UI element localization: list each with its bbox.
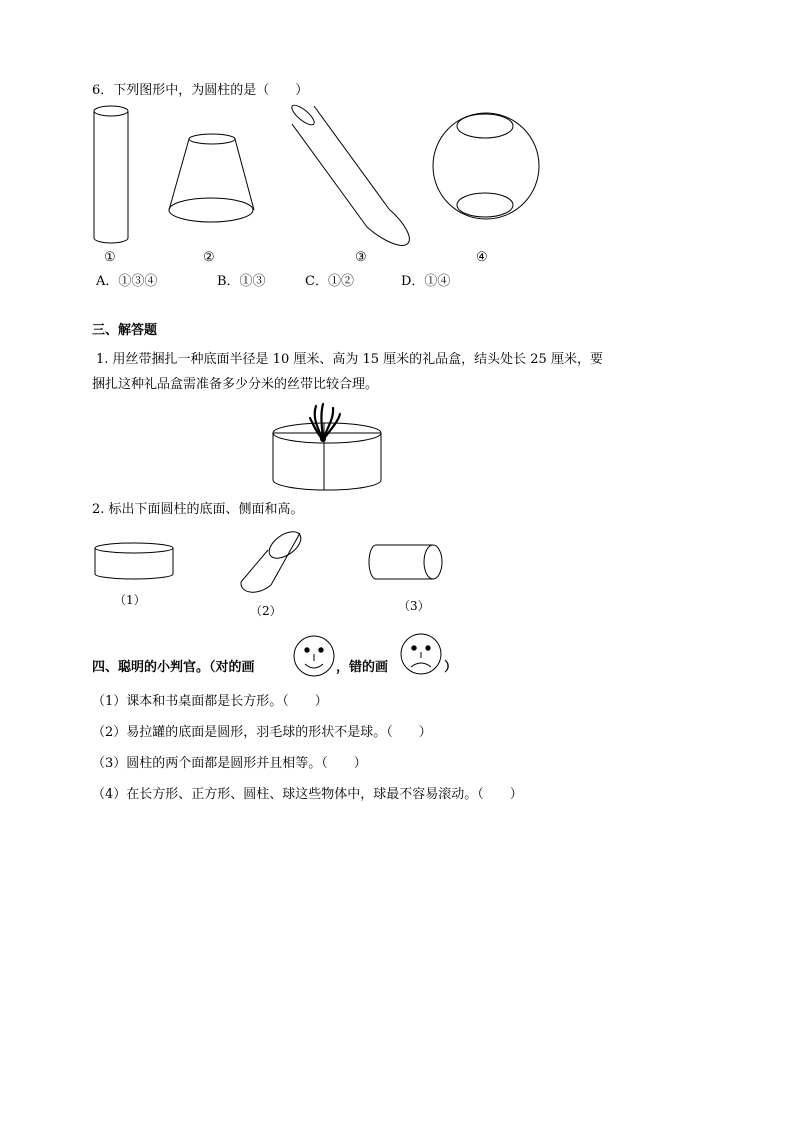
- option-a: A．①③④: [96, 274, 158, 289]
- section4-heading-a: 四、聪明的小判官。（对的画: [92, 660, 255, 675]
- section3-heading: 三、解答题: [92, 323, 158, 338]
- sad-face-icon: [401, 634, 441, 674]
- judge-item-1: （1）课本和书桌面都是长方形。（ ）: [92, 694, 328, 709]
- section3-q2: 2. 标出下面圆柱的底面、侧面和高。: [92, 502, 304, 517]
- judge-item-4: （4）在长方形、正方形、圆柱、球这些物体中，球最不容易滚动。（ ）: [92, 787, 523, 802]
- section4-heading-b: ，错的画: [336, 660, 389, 675]
- figure-label-3: ③: [355, 250, 367, 265]
- q6-question: 6．下列图形中，为圆柱的是（ ）: [92, 83, 309, 98]
- figure-label-1: ①: [104, 250, 116, 265]
- cylinder-label-1: （1）: [114, 593, 146, 607]
- section4-heading-c: ）: [444, 660, 458, 675]
- section3-q1-line1: 1. 用丝带捆扎一种底面半径是 10 厘米、高为 15 厘米的礼品盒，结头处长 25 厘米，要: [96, 352, 603, 367]
- judge-item-3: （3）圆柱的两个面都是圆形并且相等。（ ）: [92, 756, 367, 771]
- figure-label-4: ④: [476, 250, 488, 265]
- judge-item-2: （2）易拉罐的底面是圆形，羽毛球的形状不是球。（ ）: [92, 725, 432, 740]
- cylinder-label-2: （2）: [250, 604, 282, 618]
- section3-q1-line2: 捆扎这种礼品盒需准备多少分米的丝带比较合理。: [92, 377, 379, 392]
- cylinder-label-3: （3）: [398, 599, 430, 613]
- option-b: B．①③: [217, 274, 266, 289]
- option-d: D．①④: [401, 274, 451, 289]
- smiley-face-icon: [294, 636, 334, 676]
- figure-label-2: ②: [203, 250, 215, 265]
- option-c: C．①②: [305, 274, 354, 289]
